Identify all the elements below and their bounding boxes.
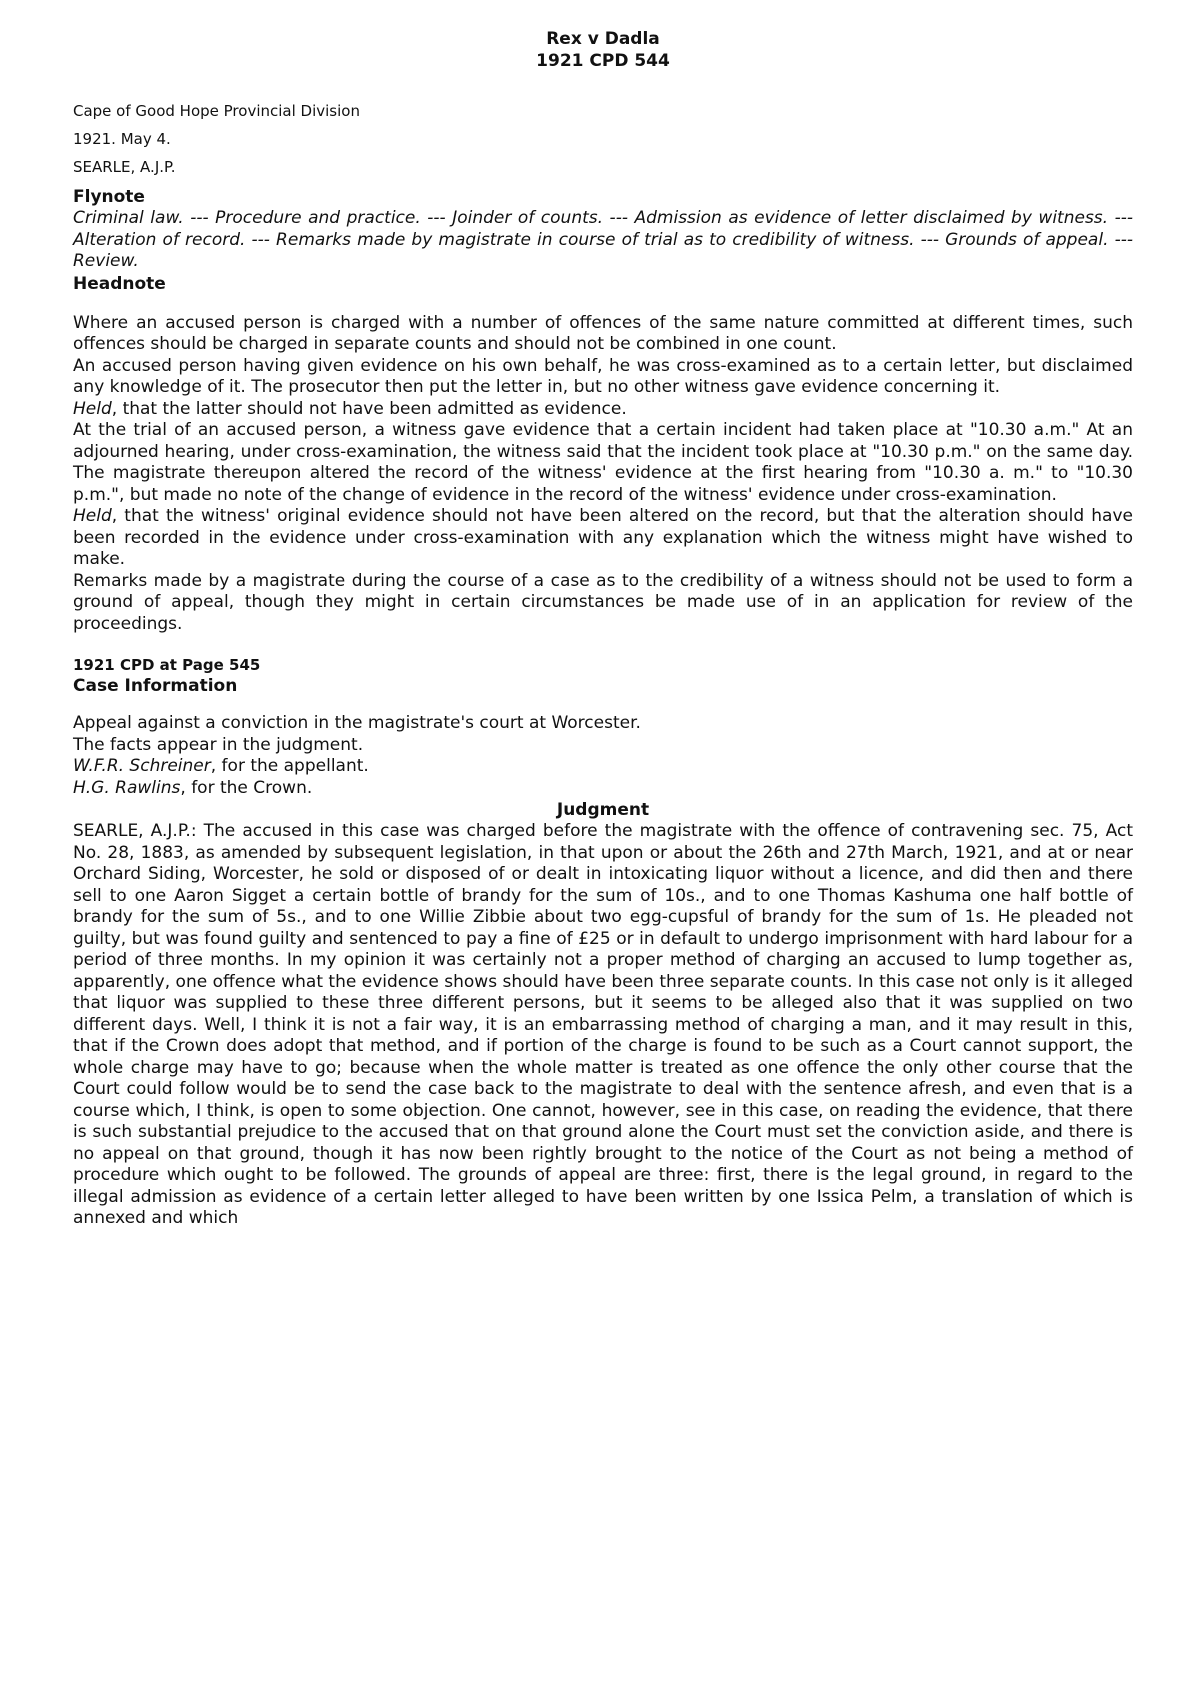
held-label: Held [73,398,112,419]
headnote-paragraph [73,399,1133,421]
flynote-heading: Flynote [73,187,145,207]
counsel-role: , for the appellant. [210,756,369,776]
case-title: Rex v Dadla [546,29,660,49]
judge-name: SEARLE, A.J.P. [73,158,176,176]
counsel-role: , for the Crown. [180,777,313,798]
decision-date: 1921. May 4. [73,130,171,148]
flynote-text: Criminal law. --- Procedure and practice. --- Joinder of counts. --- Admission as evidence of letter disclaimed by witness. --- Alteration of record. --- Remarks made by magistrate in course of trial as to credibility of witness. --- Grounds of appeal. --- Review. [73,208,1133,271]
counsel-appellant [73,756,1133,778]
held-label: Held [73,506,112,526]
headnote-paragraph: Where an accused person is charged with a number of offences of the same nature committed at different times, such offences should be charged in separate counts and should not be combined in one count. [73,312,1133,354]
court-name: Cape of Good Hope Provincial Division [73,102,360,120]
counsel-crown [73,778,1133,800]
page-reference: 1921 CPD at Page 545 [73,656,261,674]
headnote-paragraph: An accused person having given evidence on his own behalf, he was cross-examined as to a certain letter, but disclaimed any knowledge of it. The prosecutor then put the letter in, but no other witness gave evidence concerning it. [73,355,1133,397]
held-text: , that the latter should not have been admitted as evidence. [111,398,627,419]
judgment-text: SEARLE, A.J.P.: The accused in this case was charged before the magistrate with the offence of contravening sec. 75, Act No. 28, 1883, as amended by subsequent legislation, in that upon or about the 26th and 27th March, 1921, and at or near Orchard Siding, Worcester, he sold or disposed of or dealt in intoxicating liquor without a licence, and did then and there sell to one Aaron Sigget a certain bottle of brandy for the sum of 10s., and to one Thomas Kashuma one half bottle of brandy for the sum of 5s., and to one Willie Zibbie about two egg-cupsful of brandy for the sum of 1s. He pleaded not guilty, but was found guilty and sentenced to pay a fine of £25 or in default to undergo imprisonment with hard labour for a period of three months. In my opinion it was certainly not a proper method of charging an accused to lump together as, apparently, one offence what the evidence shows should have been three separate counts. In this case not only is it alleged that liquor was supplied to these three different persons, but it seems to be alleged also that it was supplied on two different days. Well, I think it is not a fair way, it is an embarrassing method of charging a man, and it may result in this, that if the Crown does adopt that method, and if portion of the charge is found to be such as a Court cannot support, the whole charge may have to go; because when the whole matter is treated as one offence the only other course that the Court could follow would be to send the case back to the magistrate to deal with the sentence afresh, and even that is a course which, I think, is open to some objection. One cannot, however, see in this case, on reading the evidence, that there is such substantial prejudice to the accused that on that ground alone the Court must set the conviction aside, and there is no appeal on that ground, though it has now been rightly brought to the notice of the Court as not being a method of procedure which ought to be followed. The grounds of appeal are three: first, there is the legal ground, in regard to the illegal admission as evidence of a certain letter alleged to have been written by one Issica Pelm, a translation of which is annexed and which [73,821,1133,1228]
judgment-heading: Judgment [556,800,650,820]
held-text: , that the witness' original evidence should not have been altered on the record, but that the alteration should have been recorded in the evidence under cross-examination with any explanation which the witness might have wished to make. [73,506,1133,569]
case-info-paragraph: Appeal against a conviction in the magistrate's court at Worcester. [73,713,641,733]
case-information-heading: Case Information [73,676,238,696]
headnote-paragraph: At the trial of an accused person, a witness gave evidence that a certain incident had taken place at "10.30 a.m." At an adjourned hearing, under cross-examination, the witness said that the incident took place at "10.30 p.m." on the same day. The magistrate thereupon altered the record of the witness' evidence at the first hearing from "10.30 a. m." to "10.30 p.m.", but made no note of the change of evidence in the record of the witness' evidence under cross-examination. [73,420,1133,505]
headnote-heading: Headnote [73,273,166,294]
case-info-paragraph: The facts appear in the judgment. [73,734,364,755]
document-page [73,28,1133,1230]
headnote-paragraph: Remarks made by a magistrate during the course of a case as to the credibility of a witness should not be used to form a ground of appeal, though they might in certain circumstances be made use of in an application for review of the proceedings. [73,570,1133,634]
counsel-name: H.G. Rawlins [73,777,181,798]
counsel-name: W.F.R. Schreiner [73,756,211,776]
case-citation: 1921 CPD 544 [536,51,670,71]
headnote-paragraph [73,506,1133,571]
case-meta [73,102,1133,177]
